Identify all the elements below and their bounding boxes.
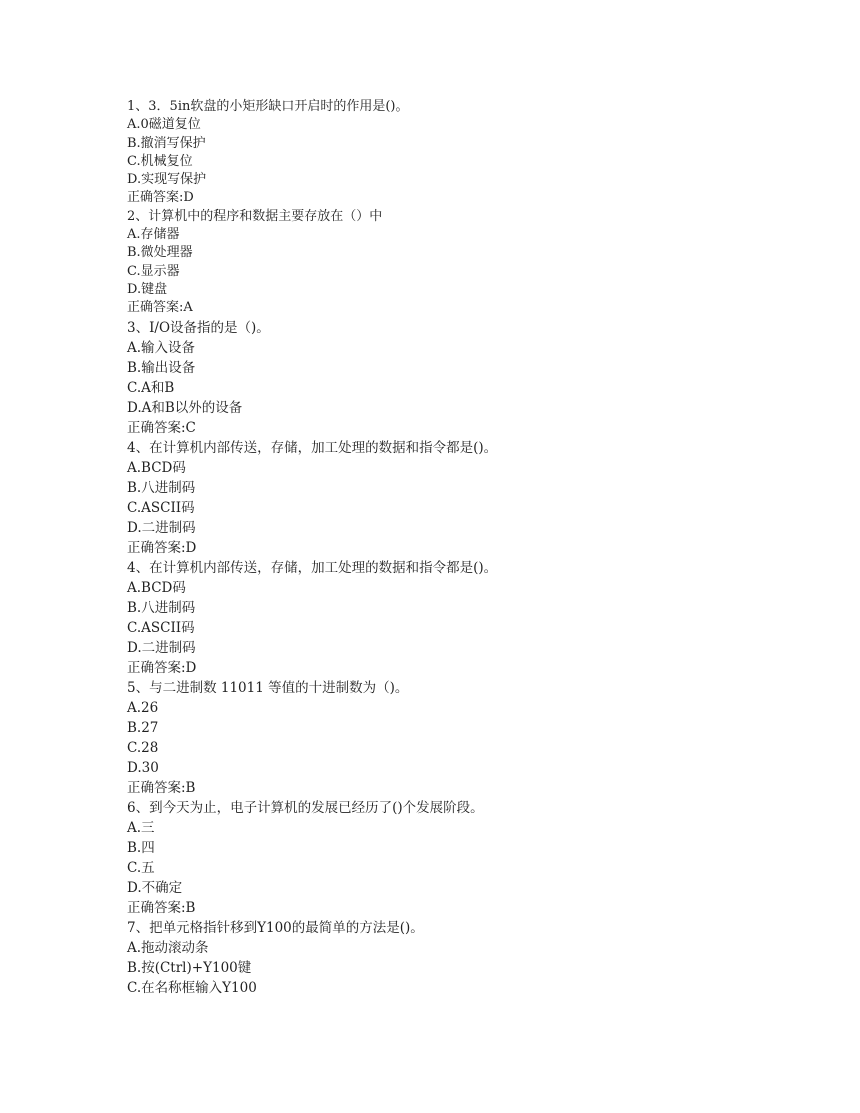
answer-line: 正确答案:B (127, 779, 196, 796)
option-a: A.输入设备 (127, 339, 196, 356)
question-stem: 1、3．5in软盘的小矩形缺口开启时的作用是()。 (127, 99, 409, 114)
question-3 (127, 318, 827, 438)
option-b: B.撤消写保护 (127, 135, 206, 151)
question-stem: 2、计算机中的程序和数据主要存放在（）中 (127, 208, 383, 224)
answer-line: 正确答案:C (127, 419, 196, 436)
option-d: D.30 (127, 759, 159, 776)
option-c: C.机械复位 (127, 153, 193, 169)
option-c: C.显示器 (127, 263, 180, 279)
question-5 (127, 678, 827, 798)
option-b: B.输出设备 (127, 359, 196, 376)
question-4 (127, 438, 827, 558)
question-1 (127, 98, 827, 208)
option-c: C.28 (127, 739, 159, 756)
question-stem: 5、与二进制数 11011 等值的十进制数为（)。 (127, 679, 409, 696)
option-d: D.实现写保护 (127, 172, 207, 188)
question-6 (127, 798, 827, 918)
document-page (127, 98, 827, 998)
question-stem: 7、把单元格指针移到Y100的最简单的方法是()。 (127, 919, 424, 936)
option-a: A.0磁道复位 (127, 117, 201, 133)
option-d: D.不确定 (127, 879, 183, 896)
question-4-repeat (127, 558, 827, 678)
question-2 (127, 208, 827, 318)
option-d: D.二进制码 (127, 639, 196, 656)
answer-line: 正确答案:D (127, 539, 197, 556)
question-7 (127, 918, 827, 998)
option-a: A.BCD码 (127, 579, 186, 596)
answer-line: 正确答案:A (127, 300, 193, 316)
question-stem: 3、I/O设备指的是（)。 (127, 319, 270, 336)
option-b: B.八进制码 (127, 599, 196, 616)
option-d: D.A和B以外的设备 (127, 399, 243, 416)
option-c: C.ASCII码 (127, 619, 195, 636)
answer-line: 正确答案:B (127, 899, 196, 916)
option-c: C.ASCII码 (127, 499, 195, 516)
option-a: A.BCD码 (127, 459, 186, 476)
option-d: D.二进制码 (127, 519, 196, 536)
option-a: A.三 (127, 819, 155, 836)
answer-line: 正确答案:D (127, 659, 197, 676)
option-c: C.五 (127, 859, 155, 876)
question-stem: 4、在计算机内部传送，存储，加工处理的数据和指令都是()。 (127, 559, 498, 576)
option-c: C.A和B (127, 379, 175, 396)
option-c: C.在名称框输入Y100 (127, 979, 257, 996)
option-a: A.存储器 (127, 227, 180, 243)
option-b: B.按(Ctrl)+Y100键 (127, 959, 252, 976)
option-b: B.27 (127, 719, 159, 736)
question-stem: 4、在计算机内部传送，存储，加工处理的数据和指令都是()。 (127, 439, 498, 456)
option-b: B.四 (127, 839, 155, 856)
option-d: D.键盘 (127, 281, 168, 297)
answer-line: 正确答案:D (127, 190, 194, 206)
question-stem: 6、到今天为止，电子计算机的发展已经历了()个发展阶段。 (127, 799, 484, 816)
option-b: B.微处理器 (127, 245, 193, 261)
option-b: B.八进制码 (127, 479, 196, 496)
option-a: A.26 (127, 699, 159, 716)
option-a: A.拖动滚动条 (127, 939, 209, 956)
